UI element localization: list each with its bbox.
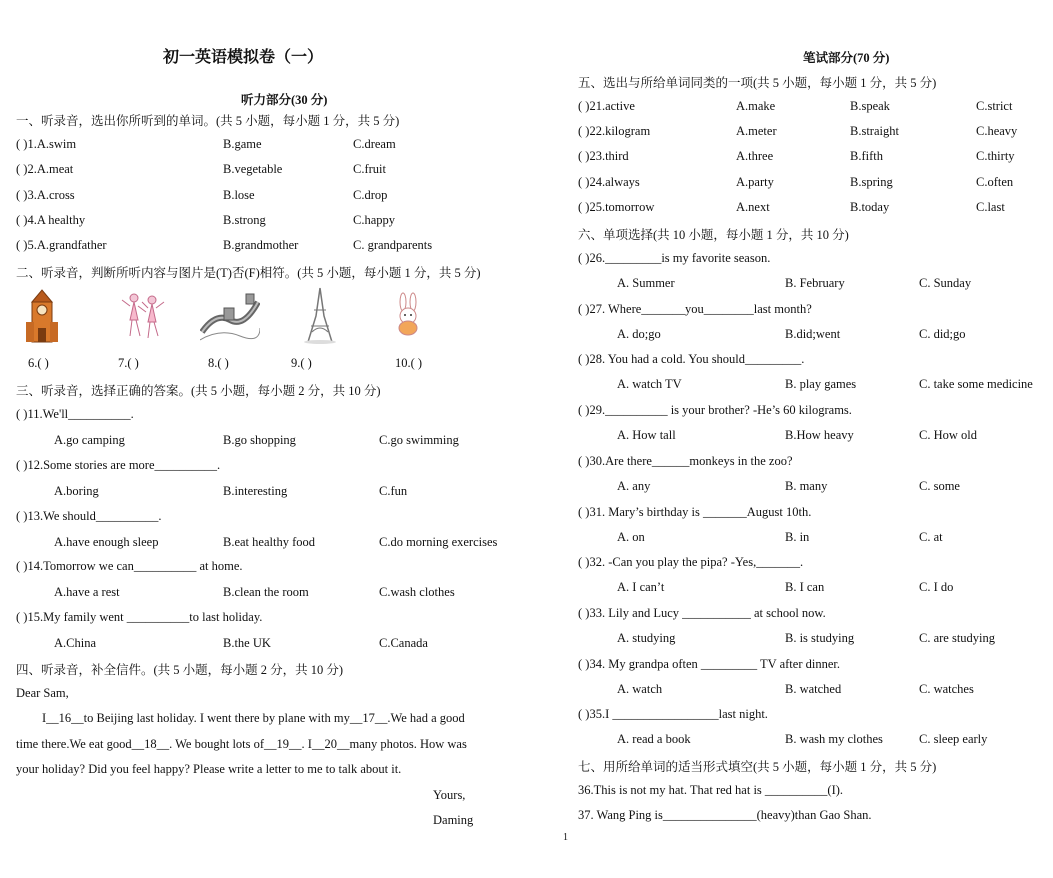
question-stem: ( )25.tomorrow <box>578 200 655 214</box>
question-stem: ( )22.kilogram <box>578 124 651 138</box>
section7-heading: 七、用所给单词的适当形式填空(共 5 小题，每小题 1 分，共 5 分) <box>578 760 937 774</box>
option-b: B. in <box>785 530 810 544</box>
option-c: C. I do <box>919 580 954 594</box>
question-stem: ( )23.third <box>578 149 629 163</box>
question-stem: ( )30.Are there______monkeys in the zoo? <box>578 454 793 468</box>
great-wall-picture <box>200 288 260 344</box>
option-a: A.China <box>54 636 97 650</box>
option-c: C.go swimming <box>379 433 459 447</box>
option-c: C.last <box>976 200 1005 214</box>
option-a: A. on <box>617 530 645 544</box>
option-a: A. Summer <box>617 276 675 290</box>
question-stem: ( )28. You had a cold. You should_________. <box>578 352 805 366</box>
option-b: B. February <box>785 276 845 290</box>
option-c: C. at <box>919 530 943 544</box>
option-a: A. studying <box>617 631 676 645</box>
option-c: C. sleep early <box>919 732 988 746</box>
option-a: A.have a rest <box>54 585 120 599</box>
picture-answer-label: 6.( ) <box>28 356 49 370</box>
option-a: A.go camping <box>54 433 125 447</box>
option-b: B. play games <box>785 377 857 391</box>
option-c: C.dream <box>353 137 396 151</box>
option-b: B.game <box>223 137 262 151</box>
option-c: C. How old <box>919 428 977 442</box>
option-c: C. some <box>919 479 960 493</box>
option-c: C.Canada <box>379 636 428 650</box>
question-stem: ( )26._________is my favorite season. <box>578 251 771 265</box>
picture-answer-label: 9.( ) <box>291 356 312 370</box>
letter-greeting: Dear Sam, <box>16 686 69 700</box>
option-b: B. is studying <box>785 631 855 645</box>
option-c: C.heavy <box>976 124 1018 138</box>
question-stem: ( )27. Where_______you________last month? <box>578 302 812 316</box>
picture-answer-label: 8.( ) <box>208 356 229 370</box>
option-c: C.wash clothes <box>379 585 455 599</box>
option-c: C.often <box>976 175 1014 189</box>
fill-in-question: 37. Wang Ping is_______________(heavy)than Gao Shan. <box>578 808 872 822</box>
picture-answer-label: 7.( ) <box>118 356 139 370</box>
question-stem: ( )15.My family went __________to last holiday. <box>16 610 263 624</box>
option-a: A.meter <box>736 124 777 138</box>
option-c: C.happy <box>353 213 396 227</box>
question-stem: ( )4.A healthy <box>16 213 86 227</box>
question-stem: ( )11.We'll__________. <box>16 407 134 421</box>
letter-line-3: your holiday? Did you feel happy? Please write a letter to me to talk about it. <box>16 762 402 776</box>
option-b: B.today <box>850 200 890 214</box>
option-c: C.strict <box>976 99 1013 113</box>
option-a: A. I can’t <box>617 580 665 594</box>
question-stem: ( )24.always <box>578 175 640 189</box>
rabbit-picture <box>392 292 424 336</box>
eiffel-tower-picture <box>302 286 338 344</box>
listening-header: 听力部分(30 分) <box>241 93 328 107</box>
option-a: A. any <box>617 479 651 493</box>
question-stem: ( )29.__________ is your brother? -He’s 60 kilograms. <box>578 403 852 417</box>
section2-heading: 二、听录音，判断所听内容与图片是(T)否(F)相符。(共 5 小题，每小题 1 分，共 5 分) <box>16 266 481 280</box>
option-b: B.the UK <box>223 636 271 650</box>
option-b: B.spring <box>850 175 893 189</box>
section6-heading: 六、单项选择(共 10 小题，每小题 1 分，共 10 分) <box>578 228 849 242</box>
section5-heading: 五、选出与所给单词同类的一项(共 5 小题，每小题 1 分，共 5 分) <box>578 76 937 90</box>
option-c: C. are studying <box>919 631 996 645</box>
option-b: B.vegetable <box>223 162 283 176</box>
option-a: A. How tall <box>617 428 676 442</box>
option-c: C. watches <box>919 682 974 696</box>
option-b: B.clean the room <box>223 585 309 599</box>
option-b: B.did;went <box>785 327 841 341</box>
option-a: A. read a book <box>617 732 691 746</box>
option-b: B.speak <box>850 99 890 113</box>
option-b: B.lose <box>223 188 255 202</box>
letter-line-2: time there.We eat good__18__. We bought lots of__19__. I__20__many photos. How was <box>16 737 467 751</box>
question-stem: ( )14.Tomorrow we can__________ at home. <box>16 559 243 573</box>
question-stem: ( )5.A.grandfather <box>16 238 107 252</box>
option-c: C.drop <box>353 188 388 202</box>
option-a: A.have enough sleep <box>54 535 159 549</box>
option-c: C. did;go <box>919 327 966 341</box>
option-a: A. do;go <box>617 327 661 341</box>
option-a: A. watch TV <box>617 377 682 391</box>
big-ben-picture <box>22 288 62 344</box>
option-a: A.party <box>736 175 774 189</box>
question-stem: ( )12.Some stories are more__________. <box>16 458 221 472</box>
option-b: B.How heavy <box>785 428 854 442</box>
exam-title: 初一英语模拟卷（一） <box>163 49 324 66</box>
question-stem: ( )13.We should__________. <box>16 509 162 523</box>
picture-answer-label: 10.( ) <box>395 356 423 370</box>
dancers-picture <box>118 288 170 342</box>
option-b: B.straight <box>850 124 899 138</box>
option-b: B.eat healthy food <box>223 535 315 549</box>
option-a: A.three <box>736 149 774 163</box>
option-a: A.boring <box>54 484 99 498</box>
question-stem: ( )3.A.cross <box>16 188 75 202</box>
question-stem: ( )1.A.swim <box>16 137 77 151</box>
question-stem: ( )34. My grandpa often _________ TV after dinner. <box>578 657 840 671</box>
option-b: B.interesting <box>223 484 288 498</box>
option-c: C.fun <box>379 484 408 498</box>
option-c: C. grandparents <box>353 238 433 252</box>
option-c: C. take some medicine <box>919 377 1033 391</box>
page-number: 1 <box>563 832 568 843</box>
option-c: C.do morning exercises <box>379 535 498 549</box>
letter-closing: Yours, <box>433 788 466 802</box>
question-stem: ( )2.A.meat <box>16 162 74 176</box>
section1-heading: 一、听录音，选出你所听到的单词。(共 5 小题，每小题 1 分，共 5 分) <box>16 114 400 128</box>
option-b: B. watched <box>785 682 842 696</box>
option-b: B. many <box>785 479 828 493</box>
section3-heading: 三、听录音，选择正确的答案。(共 5 小题，每小题 2 分，共 10 分) <box>16 384 381 398</box>
option-c: C. Sunday <box>919 276 972 290</box>
fill-in-question: 36.This is not my hat. That red hat is __________(I). <box>578 783 844 797</box>
question-stem: ( )33. Lily and Lucy ___________ at school now. <box>578 606 826 620</box>
option-a: A. watch <box>617 682 663 696</box>
question-stem: ( )35.I _________________last night. <box>578 707 768 721</box>
question-stem: ( )31. Mary’s birthday is _______August 10th. <box>578 505 812 519</box>
option-b: B. I can <box>785 580 825 594</box>
option-c: C.thirty <box>976 149 1015 163</box>
option-b: B.fifth <box>850 149 883 163</box>
option-b: B. wash my clothes <box>785 732 883 746</box>
option-a: A.make <box>736 99 776 113</box>
option-b: B.grandmother <box>223 238 299 252</box>
option-b: B.strong <box>223 213 266 227</box>
option-b: B.go shopping <box>223 433 296 447</box>
letter-signature: Daming <box>433 813 474 827</box>
question-stem: ( )32. -Can you play the pipa? -Yes,_______. <box>578 555 804 569</box>
option-c: C.fruit <box>353 162 386 176</box>
option-a: A.next <box>736 200 770 214</box>
section4-heading: 四、听录音，补全信件。(共 5 小题，每小题 2 分，共 10 分) <box>16 663 344 677</box>
written-header: 笔试部分(70 分) <box>803 51 890 65</box>
question-stem: ( )21.active <box>578 99 635 113</box>
letter-line-1: I__16__to Beijing last holiday. I went there by plane with my__17__.We had a good <box>42 711 465 725</box>
